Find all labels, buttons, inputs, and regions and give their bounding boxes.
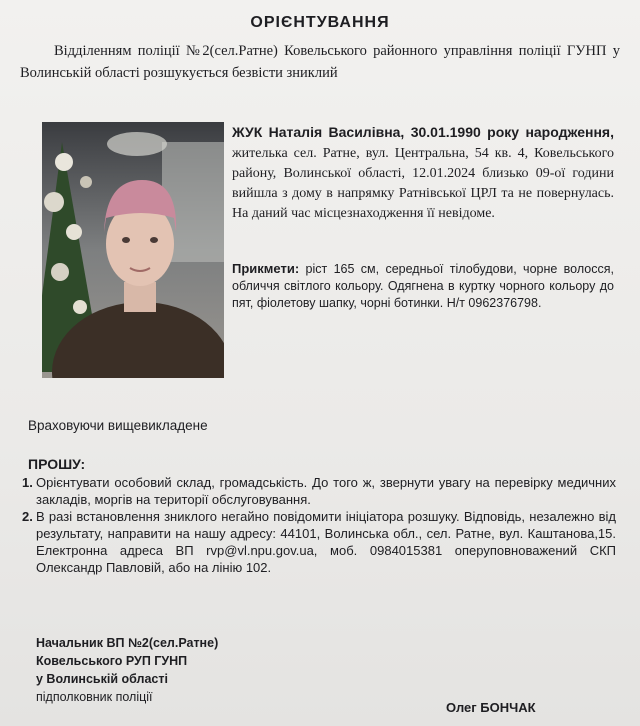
request-item-1 <box>22 474 616 508</box>
signatory-line: підполковник поліції <box>36 690 153 704</box>
features-text: ріст 165 см, середньої тілобудови, чорне волосся, обличчя світлого кольору. Одягнена в куртку чорного кольору до пят, фіолетову шапку, чорні ботинки. Н/т 0962376798. <box>232 262 614 310</box>
features-label: Прикмети: <box>232 261 300 276</box>
document-title: ОРІЄНТУВАННЯ <box>250 14 390 31</box>
intro-paragraph: Відділенням поліції №2(сел.Ратне) Ковельського районного управління поліції ГУНП у Волинській області розшукується безвісти зниклий <box>20 43 620 81</box>
signatory-line: Начальник ВП №2(сел.Ратне) <box>36 636 219 650</box>
request-item-text: Орієнтувати особовий склад, громадськість. До того ж, звернути увагу на перевірку медичних закладів, моргів на території обслуговування. <box>36 475 616 507</box>
person-details: жителька сел. Ратне, вул. Центральна, 54 кв. 4, Ковельського району, Волинської області, 12.01.2024 близько 09-ої години вийшла з дому в напрямку Ратнівської ЦРЛ та не повернулась. На даний час місцезнаходження її невідоме. <box>232 146 614 221</box>
request-heading: ПРОШУ: <box>28 456 86 472</box>
signatory-line: у Волинській області <box>36 672 168 686</box>
request-item-number: 2. <box>22 509 33 524</box>
request-item-2 <box>22 508 616 576</box>
request-item-text: В разі встановлення зниклого негайно повідомити ініціатора розшуку. Відповідь, незалежно від результату, направити на нашу адресу: 44101, Волинська обл., сел. Ратне, вул. Каштанова,15. Електронна адреса ВП rvp@vl.npu.gov.ua, моб. 0984015381 оперуповноважений СКП Олександр Павловій, або на лінію 102. <box>36 509 616 575</box>
request-item-number: 1. <box>22 475 33 490</box>
distinguishing-features <box>232 260 614 312</box>
person-photo-illustration <box>42 122 224 378</box>
considering-line: Враховуючи вищевикладене <box>28 418 208 433</box>
missing-person-photo <box>42 122 224 378</box>
signatory-position <box>36 634 218 706</box>
person-name-dob: ЖУК Наталія Василівна, 30.01.1990 року народження, <box>232 124 614 140</box>
request-list <box>22 474 616 576</box>
signatory-line: Ковельського РУП ГУНП <box>36 654 188 668</box>
person-description <box>232 122 614 224</box>
signatory-name: Олег БОНЧАК <box>446 700 536 715</box>
